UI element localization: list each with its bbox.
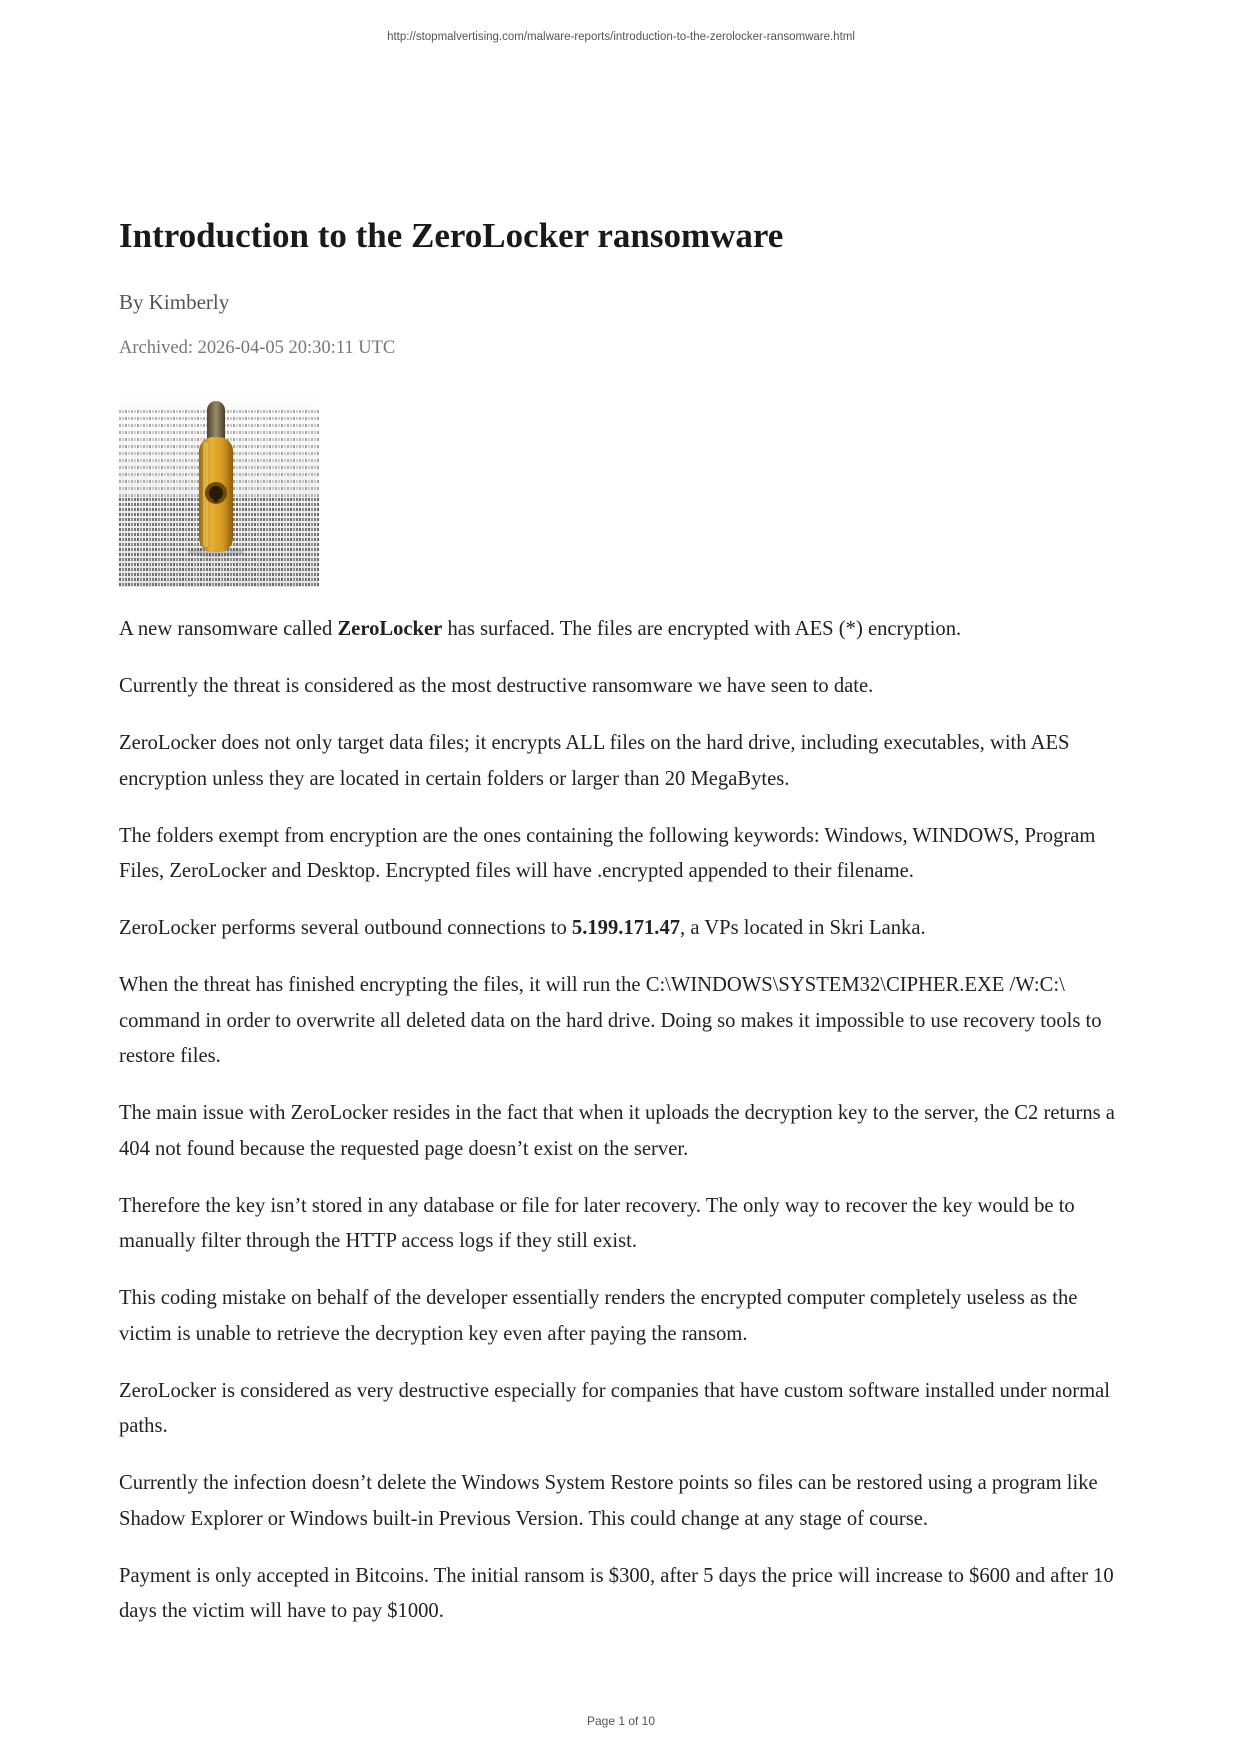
paragraph: The folders exempt from encryption are the ones containing the following keywords: Windows, WINDOWS, Program Files, ZeroLocker and Desktop. Encrypted files will have .encrypted appended to their filename.	[119, 824, 1096, 882]
ip-address: 5.199.171.47	[571, 917, 681, 939]
paragraph: This coding mistake on behalf of the developer essentially renders the encrypted computer completely useless as the victim is unable to retrieve the decryption key even after paying the ransom.	[119, 1287, 1078, 1345]
page-url: http://stopmalvertising.com/malware-reports/introduction-to-the-zerolocker-ransomware.html	[387, 31, 855, 43]
paragraph-ip: ZeroLocker performs several outbound connections to 5.199.171.47, a VPs located in Skri Lanka.	[119, 917, 926, 939]
paragraph: Currently the infection doesn’t delete the Windows System Restore points so files can be restored using a program like Shadow Explorer or Windows built-in Previous Version. This could change at any stage of course.	[119, 1472, 1098, 1530]
paragraph: Payment is only accepted in Bitcoins. The initial ransom is $300, after 5 days the price will increase to $600 and after 10 days the victim will have to pay $1000.	[119, 1564, 1114, 1622]
paragraph: Currently the threat is considered as the most destructive ransomware we have seen to date.	[119, 675, 874, 697]
paragraph: The main issue with ZeroLocker resides in the fact that when it uploads the decryption key to the server, the C2 returns a 404 not found because the requested page doesn’t exist on the server.	[119, 1102, 1115, 1160]
paragraph: When the threat has finished encrypting the files, it will run the C:\WINDOWS\SYSTEM32\CIPHER.EXE /W:C:\ command in order to overwrite all deleted data on the hard drive. Doing so makes it impossible to use recovery tools to restore files.	[119, 974, 1102, 1067]
malware-name: ZeroLocker	[337, 618, 443, 640]
article-byline: By Kimberly	[119, 290, 230, 314]
padlock-image	[119, 387, 319, 587]
article	[119, 212, 1129, 1651]
paragraph: ZeroLocker does not only target data files; it encrypts ALL files on the hard drive, including executables, with AES encryption unless they are located in certain folders or larger than 20 MegaBytes.	[119, 732, 1070, 790]
archived-timestamp: Archived: 2026-04-05 20:30:11 UTC	[119, 338, 396, 358]
article-body	[119, 612, 1129, 1630]
paragraph: ZeroLocker is considered as very destructive especially for companies that have custom software installed under normal paths.	[119, 1379, 1111, 1437]
paragraph: Therefore the key isn’t stored in any database or file for later recovery. The only way to recover the key would be to manually filter through the HTTP access logs if they still exist.	[119, 1194, 1075, 1252]
page-number: Page 1 of 10	[586, 1714, 656, 1728]
paragraph-intro: A new ransomware called ZeroLocker has surfaced. The files are encrypted with AES (*) encryption.	[119, 618, 962, 640]
article-title: Introduction to the ZeroLocker ransomware	[119, 216, 784, 255]
